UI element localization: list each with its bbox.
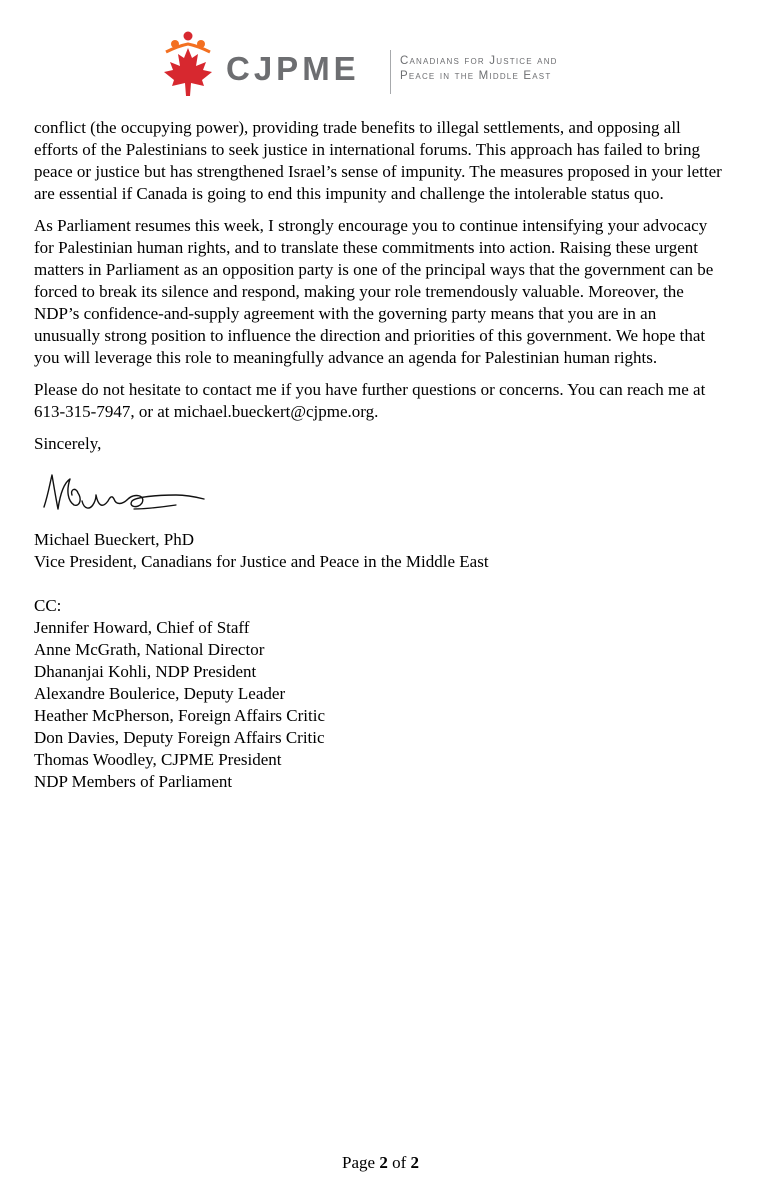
cc-label: CC: bbox=[34, 596, 62, 615]
signer-name: Michael Bueckert, PhD bbox=[34, 530, 195, 549]
cc-recipient: Dhananjai Kohli, NDP President bbox=[34, 662, 257, 681]
page-footer bbox=[0, 1153, 761, 1173]
closing: Sincerely, bbox=[34, 434, 102, 453]
of-word: of bbox=[392, 1153, 407, 1172]
cc-list bbox=[34, 595, 724, 793]
logo-wordmark: CJPME bbox=[226, 50, 360, 87]
logo-tagline bbox=[400, 54, 558, 84]
letterhead bbox=[158, 30, 608, 100]
cc-recipient: Don Davies, Deputy Foreign Affairs Critic bbox=[34, 728, 325, 747]
maple-leaf-people-logo-icon bbox=[158, 30, 218, 96]
cc-recipient: Heather McPherson, Foreign Affairs Critic bbox=[34, 706, 325, 725]
signature-icon bbox=[36, 465, 206, 525]
tagline-line-2: Peace in the Middle East bbox=[400, 70, 552, 82]
current-page-number: 2 bbox=[379, 1153, 388, 1172]
figure-head-center bbox=[184, 32, 193, 41]
logo-divider bbox=[390, 50, 391, 94]
cc-recipient: Jennifer Howard, Chief of Staff bbox=[34, 618, 250, 637]
cc-recipient: NDP Members of Parliament bbox=[34, 772, 233, 791]
paragraph-1: conflict (the occupying power), providing trade benefits to illegal settlements, and opposing all efforts of the Palestinians to seek justice in international forums. This approach has failed to bring peace or justice but has strengthened Israel’s sense of impunity. The measures proposed in your letter are essential if Canada is going to end this impunity and challenge the intolerable status quo. bbox=[34, 118, 722, 203]
page-word: Page bbox=[342, 1153, 376, 1172]
cc-recipient: Anne McGrath, National Director bbox=[34, 640, 265, 659]
signer-title: Vice President, Canadians for Justice and Peace in the Middle East bbox=[34, 552, 489, 571]
cc-recipient: Alexandre Boulerice, Deputy Leader bbox=[34, 684, 286, 703]
total-pages-number: 2 bbox=[410, 1153, 419, 1172]
paragraph-3: Please do not hesitate to contact me if you have further questions or concerns. You can reach me at 613-315-7947, or at michael.bueckert@cjpme.org. bbox=[34, 380, 706, 421]
letter-body bbox=[34, 117, 724, 793]
paragraph-2: As Parliament resumes this week, I strongly encourage you to continue intensifying your advocacy for Palestinian human rights, and to translate these commitments into action. Raising these urgent matters in Parliament as an opposition party is one of the principal ways that the government can be forced to break its silence and respond, making your role tremendously valuable. Moreover, the NDP’s confidence-and-supply agreement with the governing party means that you are in an unusually strong position to influence the direction and priorities of this government. We hope that you will leverage this role to meaningfully advance an agenda for Palestinian human rights. bbox=[34, 216, 714, 367]
tagline-line-1: Canadians for Justice and bbox=[400, 55, 558, 67]
maple-leaf-shape bbox=[164, 48, 212, 96]
cc-recipient: Thomas Woodley, CJPME President bbox=[34, 750, 282, 769]
